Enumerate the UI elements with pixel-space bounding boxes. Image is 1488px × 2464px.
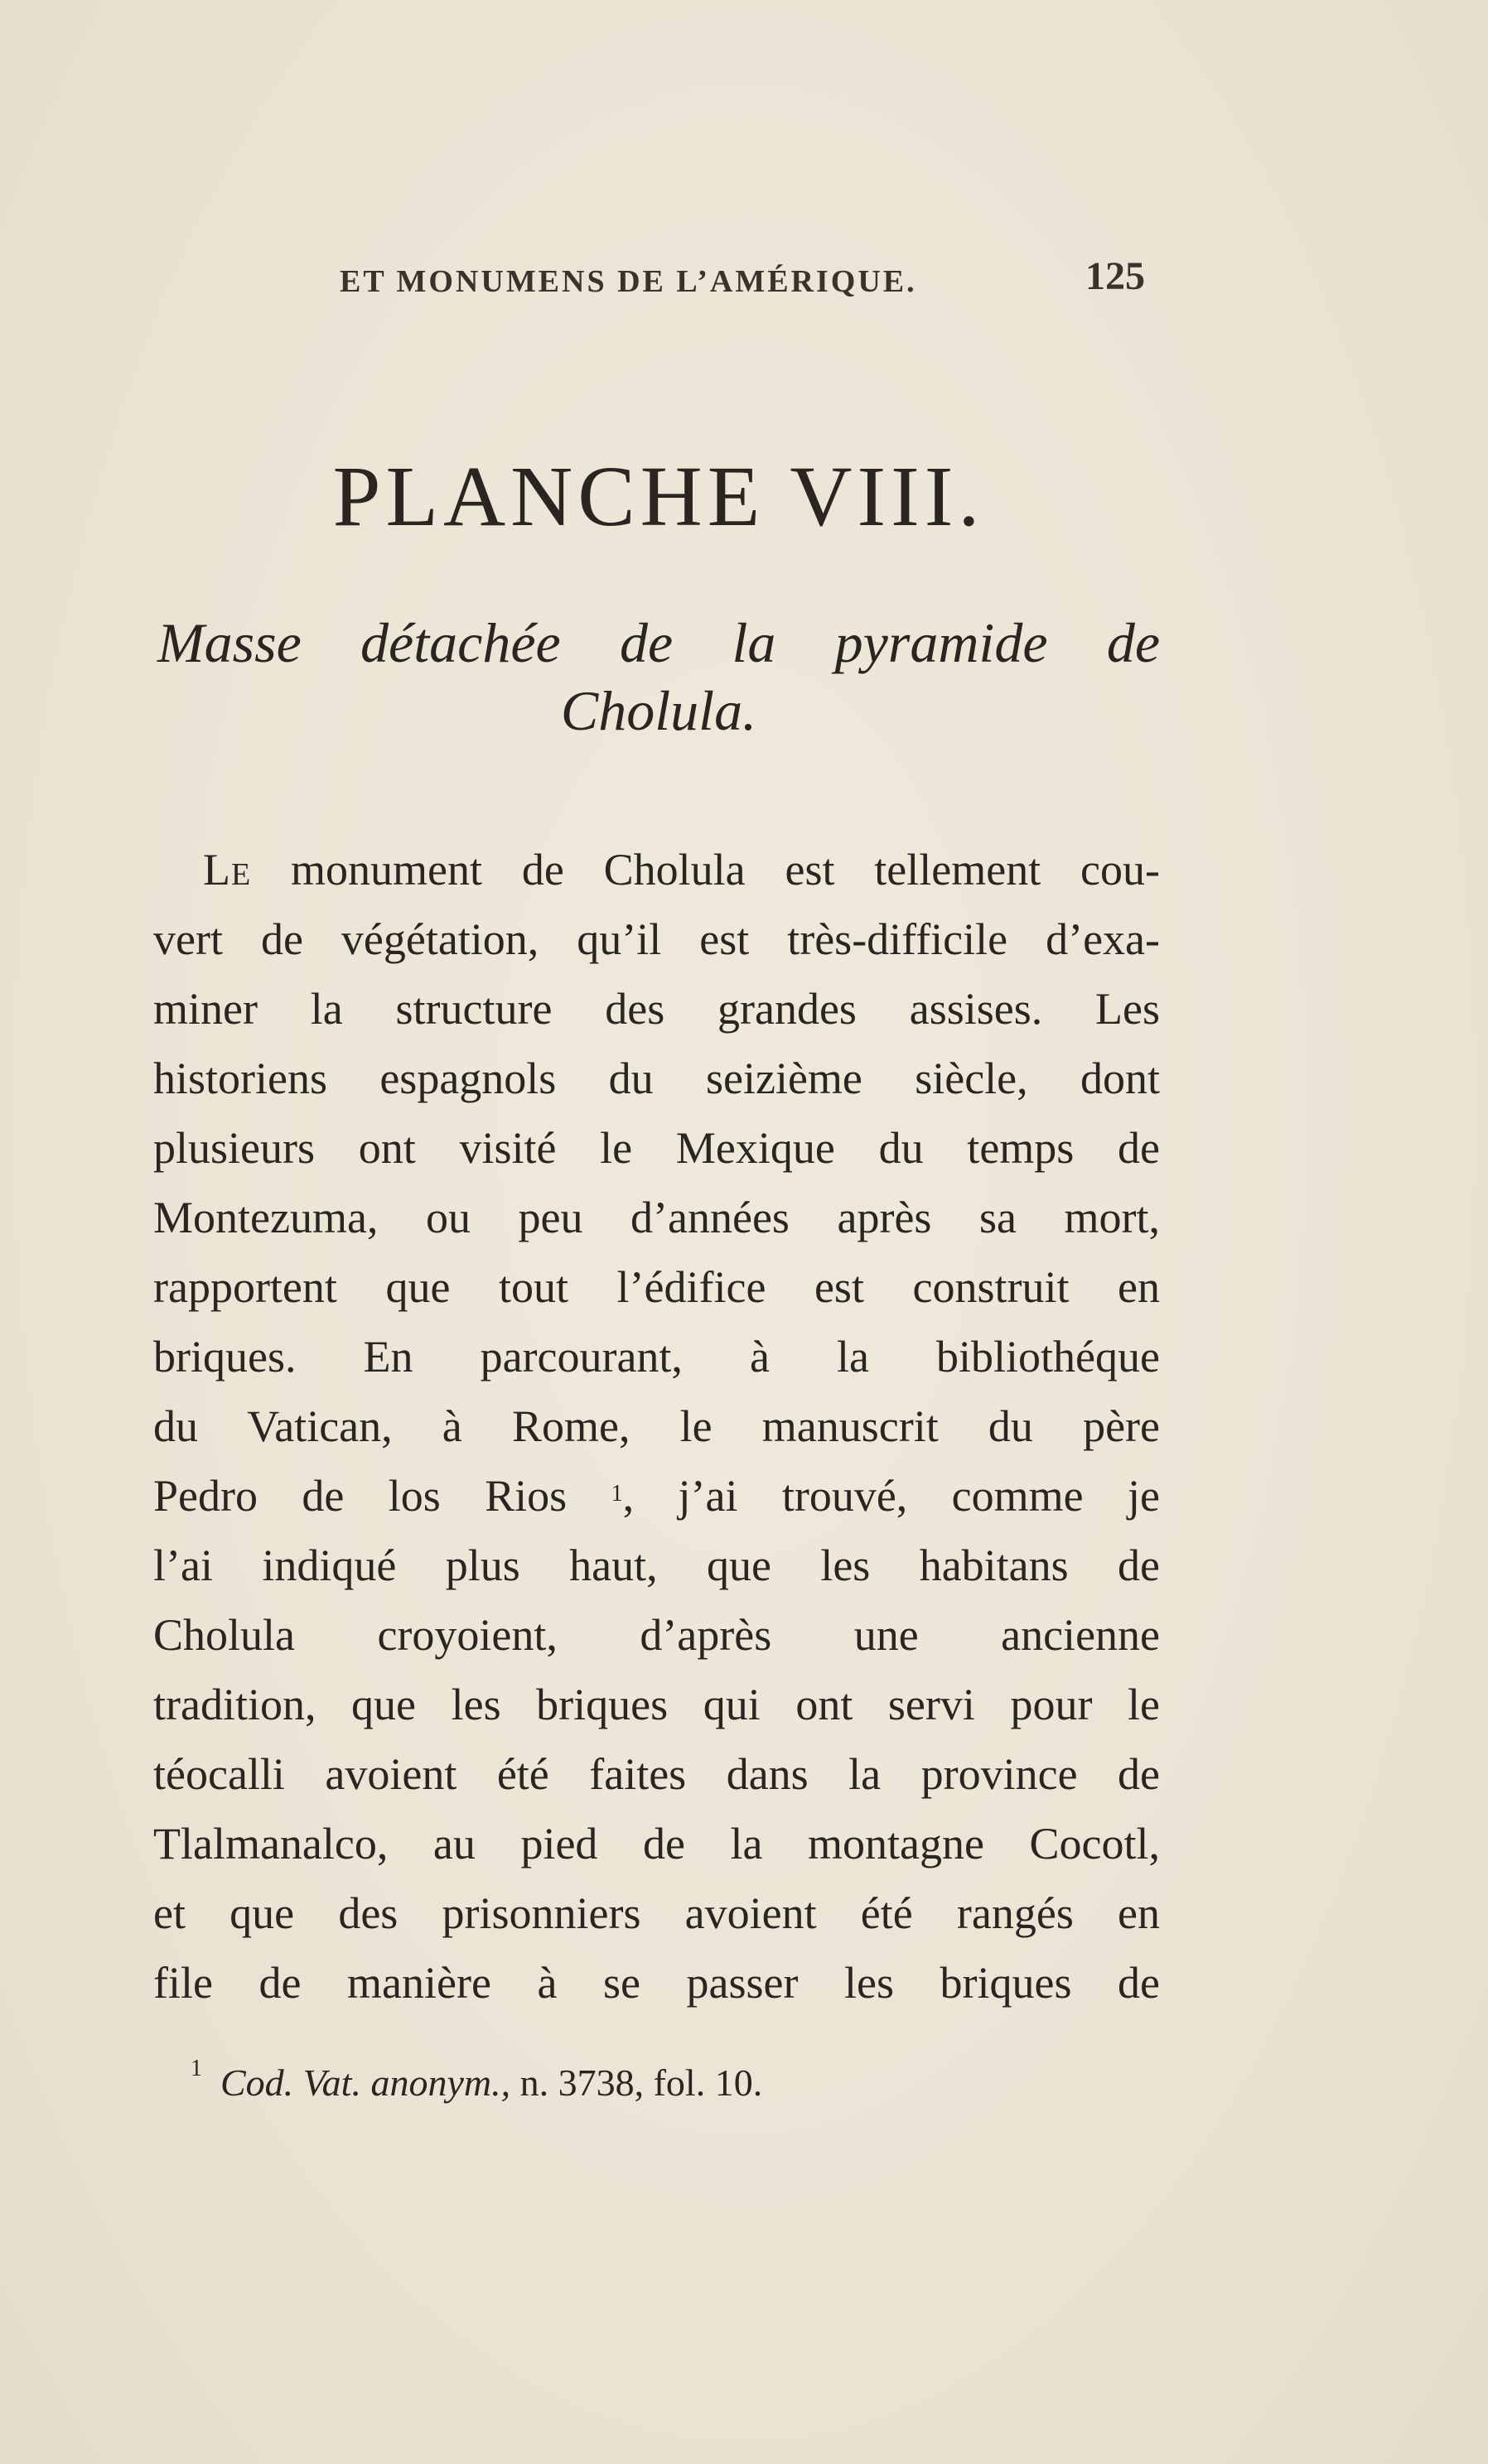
body-paragraph — [153, 835, 1160, 2018]
footnote-reference[interactable]: 1 — [611, 1481, 623, 1507]
body-line: vert de végétation, qu’il est très-difficile d’exa- — [153, 914, 1160, 964]
subtitle-line-2: Cholula. — [560, 679, 757, 742]
body-line: tradition, que les briques qui ont servi pour le — [153, 1680, 1160, 1729]
body-line: du Vatican, à Rome, le manuscrit du père — [153, 1401, 1160, 1451]
footnote-marker: 1 — [191, 2056, 202, 2081]
body-line: téocalli avoient été faites dans la province de — [153, 1749, 1160, 1799]
body-line: Cholula croyoient, d’après une ancienne — [153, 1610, 1160, 1660]
body-line: plusieurs ont visité le Mexique du temps de — [153, 1123, 1160, 1173]
body-line — [153, 1461, 1160, 1531]
body-line-text: monument de Cholula est tellement cou- — [251, 845, 1160, 894]
body-line: file de manière à se passer les briques de — [153, 1958, 1160, 2008]
body-line: briques. En parcourant, à la bibliothéque — [153, 1332, 1160, 1381]
body-line: Tlalmanalco, au pied de la montagne Cocotl, — [153, 1819, 1160, 1868]
dropcap-word: Le — [203, 845, 252, 894]
footnote-citation: Cod. Vat. anonym., — [220, 2061, 511, 2104]
body-line-text: , j’ai trouvé, comme je — [622, 1471, 1160, 1521]
body-line-text: Pedro de los Rios — [153, 1471, 568, 1521]
running-head: ET MONUMENS DE L’AMÉRIQUE. — [340, 264, 917, 299]
body-line: miner la structure des grandes assises. Les — [153, 984, 1160, 1034]
body-line: et que des prisonniers avoient été rangés en — [153, 1888, 1160, 1938]
plate-title: PLANCHE VIII. — [332, 449, 985, 544]
body-line — [153, 835, 1160, 904]
plate-subtitle — [157, 609, 1160, 745]
body-line: historiens espagnols du seizième siècle, dont — [153, 1054, 1160, 1103]
body-line: Montezuma, ou peu d’années après sa mort, — [153, 1193, 1160, 1242]
page-number: 125 — [1085, 254, 1145, 298]
subtitle-line-1: Masse détachée de la pyramide de — [157, 611, 1160, 674]
body-line: l’ai indiqué plus haut, que les habitans de — [153, 1541, 1160, 1590]
body-line: rapportent que tout l’édifice est construit en — [153, 1262, 1160, 1312]
footnote-locator: n. 3738, fol. 10. — [510, 2061, 763, 2104]
footnote — [191, 2056, 763, 2105]
